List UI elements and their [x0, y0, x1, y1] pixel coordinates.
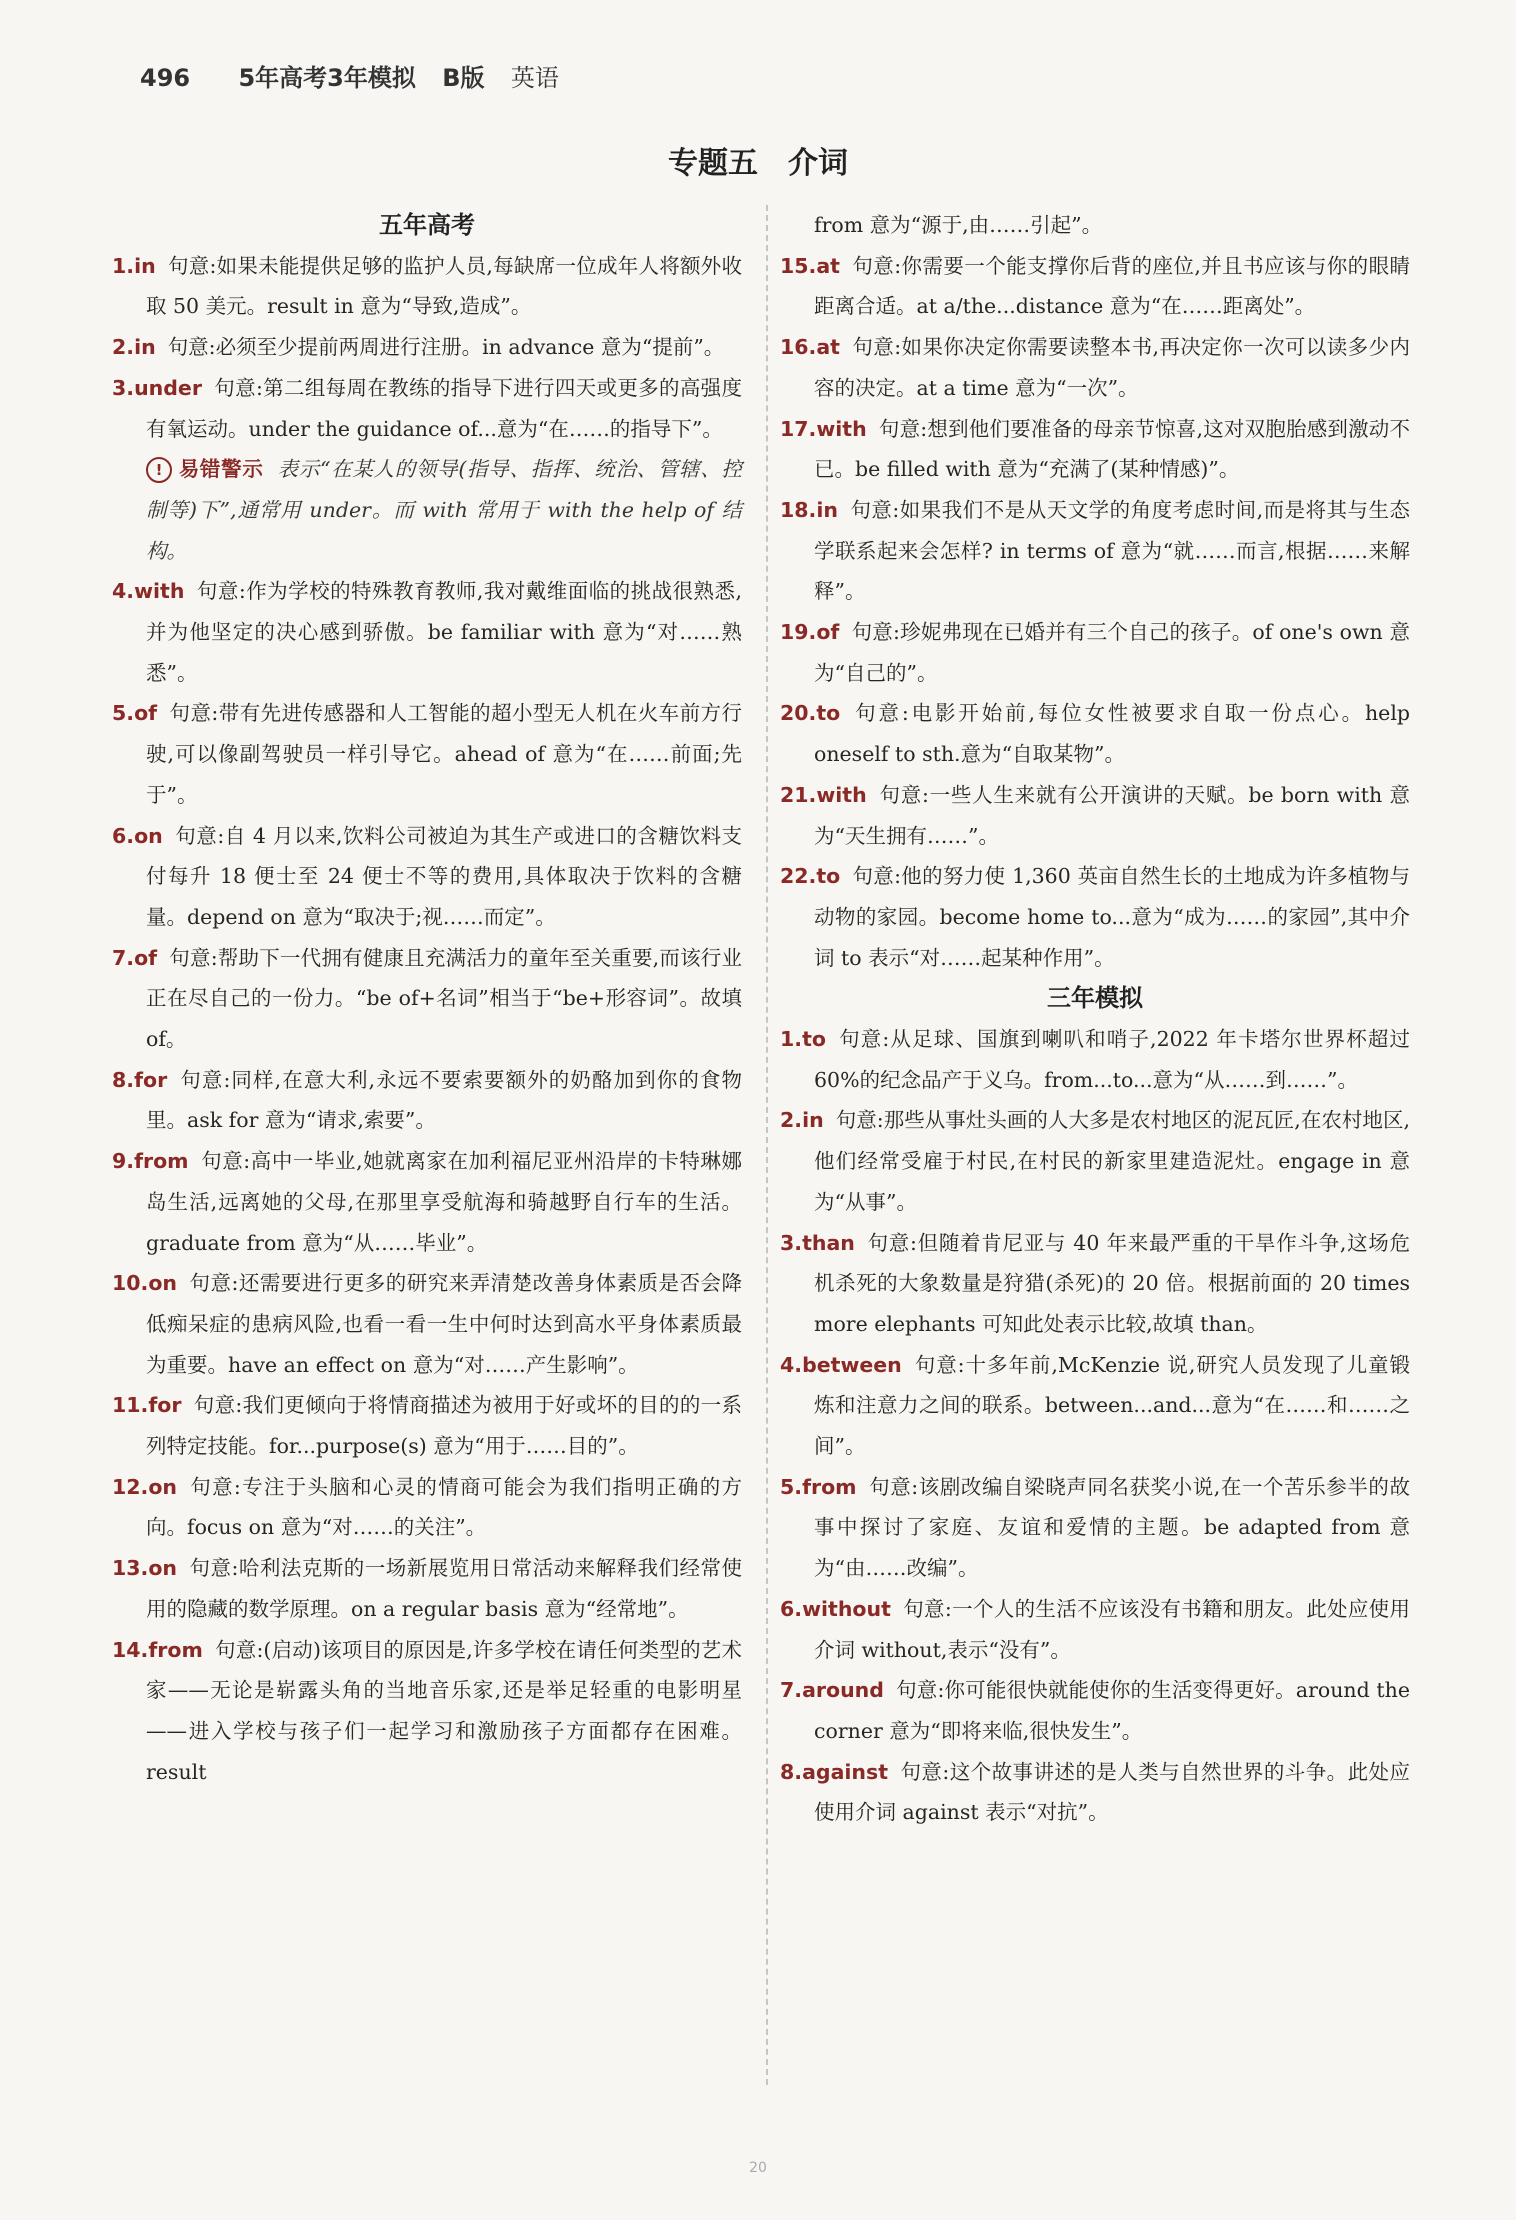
- book-title: 5年高考3年模拟: [238, 64, 416, 92]
- answer-item: [780, 693, 1410, 774]
- item-explanation: 句意:你需要一个能支撑你后背的座位,并且书应该与你的眼睛距离合适。at a/the...distance 意为“在……距离处”。: [814, 253, 1410, 319]
- item-answer: on: [148, 1271, 178, 1296]
- item-explanation: 句意:帮助下一代拥有健康且充满活力的童年至关重要,而该行业正在尽自己的一份力。“be of+名词”相当于“be+形容词”。故填 of。: [146, 945, 742, 1052]
- item-answer: to: [802, 1027, 826, 1052]
- item-answer: between: [802, 1352, 902, 1377]
- item-explanation: 句意:一些人生来就有公开演讲的天赋。be born with 意为“天生拥有……”。: [814, 782, 1410, 848]
- answer-item: [780, 490, 1410, 612]
- item-answer: under: [134, 375, 202, 400]
- answer-item: [780, 856, 1410, 978]
- item-explanation: 句意:同样,在意大利,永远不要索要额外的奶酪加到你的食物里。ask for 意为“请求,索要”。: [146, 1067, 742, 1133]
- item-number: 6.: [112, 823, 135, 848]
- item-number: 8.: [112, 1067, 135, 1092]
- item-number: 20.: [780, 701, 817, 726]
- item-explanation: 句意:该剧改编自梁晓声同名获奖小说,在一个苦乐参半的故事中探讨了家庭、友谊和爱情的主题。be adapted from 意为“由……改编”。: [814, 1474, 1410, 1581]
- item-number: 4.: [780, 1352, 803, 1377]
- item-explanation: 句意:高中一毕业,她就离家在加利福尼亚州沿岸的卡特琳娜岛生活,远离她的父母,在那里享受航海和骑越野自行车的生活。graduate from 意为“从……毕业”。: [146, 1149, 742, 1255]
- answer-item: [112, 1385, 742, 1466]
- item-number: 8.: [780, 1759, 803, 1784]
- item-number: 22.: [780, 864, 817, 889]
- answer-item: [780, 1467, 1410, 1589]
- answer-item: [112, 571, 742, 693]
- item-answer: of: [134, 701, 158, 726]
- item-number: 11.: [112, 1393, 149, 1418]
- answer-item: [780, 1589, 1410, 1670]
- answer-item: [780, 246, 1410, 327]
- item-number: 3.: [112, 375, 135, 400]
- item-explanation: 句意:想到他们要准备的母亲节惊喜,这对双胞胎感到激动不已。be filled with 意为“充满了(某种情感)”。: [814, 416, 1410, 482]
- answer-item: [112, 246, 742, 327]
- tip-label: 易错警示: [178, 457, 264, 482]
- item-continuation: from 意为“源于,由……引起”。: [814, 213, 1103, 237]
- item-number: 18.: [780, 497, 817, 522]
- column-divider: [766, 205, 768, 2085]
- section-title-five-years: 五年高考: [379, 211, 475, 239]
- item-explanation: 句意:这个故事讲述的是人类与自然世界的斗争。此处应使用介词 against 表示“对抗”。: [814, 1759, 1410, 1825]
- item-number: 7.: [780, 1678, 803, 1703]
- item-answer: at: [816, 335, 840, 360]
- item-number: 2.: [780, 1108, 803, 1133]
- item-answer: on: [134, 823, 163, 848]
- edition-label: B版: [442, 64, 485, 92]
- item-answer: without: [802, 1596, 891, 1621]
- item-answer: around: [802, 1678, 884, 1703]
- item-number: 12.: [112, 1474, 149, 1499]
- item-number: 7.: [112, 945, 135, 970]
- item-explanation: 句意:你可能很快就能使你的生活变得更好。around the corner 意为“即将来临,很快发生”。: [814, 1678, 1410, 1743]
- item-explanation: 句意:专注于头脑和心灵的情商可能会为我们指明正确的方向。focus on 意为“对……的关注”。: [146, 1474, 742, 1540]
- answer-item: [112, 1548, 742, 1629]
- item-number: 16.: [780, 335, 817, 360]
- item-answer: on: [148, 1556, 178, 1581]
- answer-item: [780, 1345, 1410, 1467]
- item-explanation: 句意:但随着肯尼亚与 40 年来最严重的干旱作斗争,这场危机杀死的大象数量是狩猎(杀死)的 20 倍。根据前面的 20 times more elephants 可知此处表示比较,故填 than。: [814, 1230, 1410, 1336]
- item-number: 3.: [780, 1230, 803, 1255]
- item-answer: with: [816, 416, 867, 441]
- item-explanation: 句意:从足球、国旗到喇叭和哨子,2022 年卡塔尔世界杯超过 60%的纪念品产于义乌。from...to...意为“从……到……”。: [814, 1027, 1410, 1092]
- item-number: 14.: [112, 1637, 149, 1662]
- answer-item: [112, 1467, 742, 1548]
- item-explanation: 句意:自 4 月以来,饮料公司被迫为其生产或进口的含糖饮料支付每升 18 便士至 24 便士不等的费用,具体取决于饮料的含糖量。depend on 意为“取决于;视……而定”。: [146, 823, 742, 929]
- item-answer: on: [148, 1474, 178, 1499]
- item-answer: for: [148, 1393, 182, 1418]
- item-explanation: 句意:如果我们不是从天文学的角度考虑时间,而是将其与生态学联系起来会怎样? in terms of 意为“就……而言,根据……来解释”。: [814, 497, 1410, 604]
- item-explanation: 句意:如果你决定你需要读整本书,再决定你一次可以读多少内容的决定。at a time 意为“一次”。: [814, 335, 1410, 400]
- error-warning-tip: [112, 449, 742, 571]
- answer-item: [112, 1263, 742, 1385]
- item-explanation: 句意:(启动)该项目的原因是,许多学校在请任何类型的艺术家——无论是崭露头角的当地音乐家,还是举足轻重的电影明星——进入学校与孩子们一起学习和激励孩子方面都存在困难。result: [146, 1637, 742, 1784]
- subject-label: 英语: [510, 64, 559, 92]
- page-number: 496: [140, 64, 191, 92]
- answer-item: [780, 1752, 1410, 1833]
- item-explanation: 句意:如果未能提供足够的监护人员,每缺席一位成年人将额外收取 50 美元。result in 意为“导致,造成”。: [146, 253, 742, 319]
- item-number: 5.: [112, 701, 135, 726]
- answer-item: [780, 1223, 1410, 1345]
- item-explanation: 句意:珍妮弗现在已婚并有三个自己的孩子。of one's own 意为“自己的”。: [814, 620, 1410, 685]
- item-answer: from: [802, 1474, 857, 1499]
- item-answer: from: [134, 1149, 189, 1174]
- item-number: 15.: [780, 253, 817, 278]
- item-number: 17.: [780, 416, 817, 441]
- item-explanation: 句意:我们更倾向于将情商描述为被用于好或坏的目的的一系列特定技能。for...purpose(s) 意为“用于……目的”。: [146, 1393, 742, 1459]
- answer-item: [780, 612, 1410, 693]
- page-header: [140, 58, 559, 93]
- item-explanation: 句意:必须至少提前两周进行注册。in advance 意为“提前”。: [167, 335, 725, 360]
- item-explanation: 句意:作为学校的特殊教育教师,我对戴维面临的挑战很熟悉,并为他坚定的决心感到骄傲。be familiar with 意为“对……熟悉”。: [146, 579, 742, 685]
- item-answer: of: [134, 945, 158, 970]
- item-answer: than: [802, 1230, 855, 1255]
- answer-item: [780, 409, 1410, 490]
- item-answer: from: [148, 1637, 203, 1662]
- footer-page-mark: 20: [749, 2160, 767, 2176]
- item-explanation: 句意:电影开始前,每位女性被要求自取一份点心。help oneself to sth.意为“自取某物”。: [814, 701, 1410, 767]
- item-number: 1.: [780, 1027, 803, 1052]
- item-number: 4.: [112, 579, 135, 604]
- item-answer: with: [134, 579, 185, 604]
- section-title-three-years: 三年模拟: [1047, 984, 1143, 1013]
- answer-item: [112, 1141, 742, 1263]
- item-explanation: 句意:他的努力使 1,360 英亩自然生长的土地成为许多植物与动物的家园。become home to...意为“成为……的家园”,其中介词 to 表示“对……起某种作用”。: [814, 864, 1410, 970]
- item-number: 5.: [780, 1474, 803, 1499]
- item-explanation: 句意:第二组每周在教练的指导下进行四天或更多的高强度有氧运动。under the guidance of...意为“在……的指导下”。: [146, 375, 742, 441]
- item-answer: to: [816, 701, 841, 726]
- answer-item: [112, 693, 742, 815]
- item-explanation: 句意:带有先进传感器和人工智能的超小型无人机在火车前方行驶,可以像副驾驶员一样引导它。ahead of 意为“在……前面;先于”。: [146, 701, 742, 807]
- item-answer: at: [816, 253, 840, 278]
- answer-item: [780, 1100, 1410, 1222]
- answer-item: [780, 327, 1410, 408]
- answer-item: [112, 368, 742, 449]
- item-answer: with: [816, 782, 867, 807]
- item-explanation: 句意:十多年前,McKenzie 说,研究人员发现了儿童锻炼和注意力之间的联系。between...and...意为“在……和……之间”。: [814, 1352, 1410, 1459]
- answer-item: [112, 816, 742, 938]
- answer-item: [780, 1019, 1410, 1100]
- item-number: 19.: [780, 620, 817, 645]
- item-answer: in: [134, 335, 156, 360]
- item-number: 21.: [780, 782, 817, 807]
- item-answer: in: [802, 1108, 824, 1133]
- item-number: 2.: [112, 335, 135, 360]
- answer-item: [112, 1060, 742, 1141]
- item-explanation: 句意:哈利法克斯的一场新展览用日常活动来解释我们经常使用的隐藏的数学原理。on a regular basis 意为“经常地”。: [146, 1556, 742, 1621]
- tip-text: 表示“在某人的领导(指导、指挥、统治、管辖、控制等)下”,通常用 under。而 with 常用于 with the help of 结构。: [146, 457, 743, 563]
- item-answer: of: [816, 620, 840, 645]
- item-answer: in: [134, 253, 156, 278]
- item-number: 1.: [112, 253, 135, 278]
- topic-title: 专题五 介词: [668, 146, 848, 181]
- right-column: [780, 205, 1410, 1833]
- answer-item: [112, 938, 742, 1060]
- item-number: 10.: [112, 1271, 149, 1296]
- item-explanation: 句意:一个人的生活不应该没有书籍和朋友。此处应使用介词 without,表示“没有”。: [814, 1596, 1410, 1662]
- item-answer: in: [816, 497, 838, 522]
- item-answer: against: [802, 1759, 889, 1784]
- answer-item: [112, 1630, 742, 1793]
- item-number: 9.: [112, 1149, 135, 1174]
- exclamation-icon: !: [146, 457, 172, 483]
- answer-item: [780, 775, 1410, 856]
- left-column: [112, 205, 742, 1792]
- answer-item: [112, 327, 742, 368]
- answer-item: [780, 1670, 1410, 1751]
- item-number: 13.: [112, 1556, 149, 1581]
- item-number: 6.: [780, 1596, 803, 1621]
- item-explanation: 句意:还需要进行更多的研究来弄清楚改善身体素质是否会降低痴呆症的患病风险,也看一看一生中何时达到高水平身体素质最为重要。have an effect on 意为“对……产生影响”。: [146, 1271, 742, 1377]
- item-answer: to: [816, 864, 841, 889]
- item-answer: for: [134, 1067, 168, 1092]
- item-explanation: 句意:那些从事灶头画的人大多是农村地区的泥瓦匠,在农村地区,他们经常受雇于村民,在村民的新家里建造泥灶。engage in 意为“从事”。: [814, 1108, 1410, 1214]
